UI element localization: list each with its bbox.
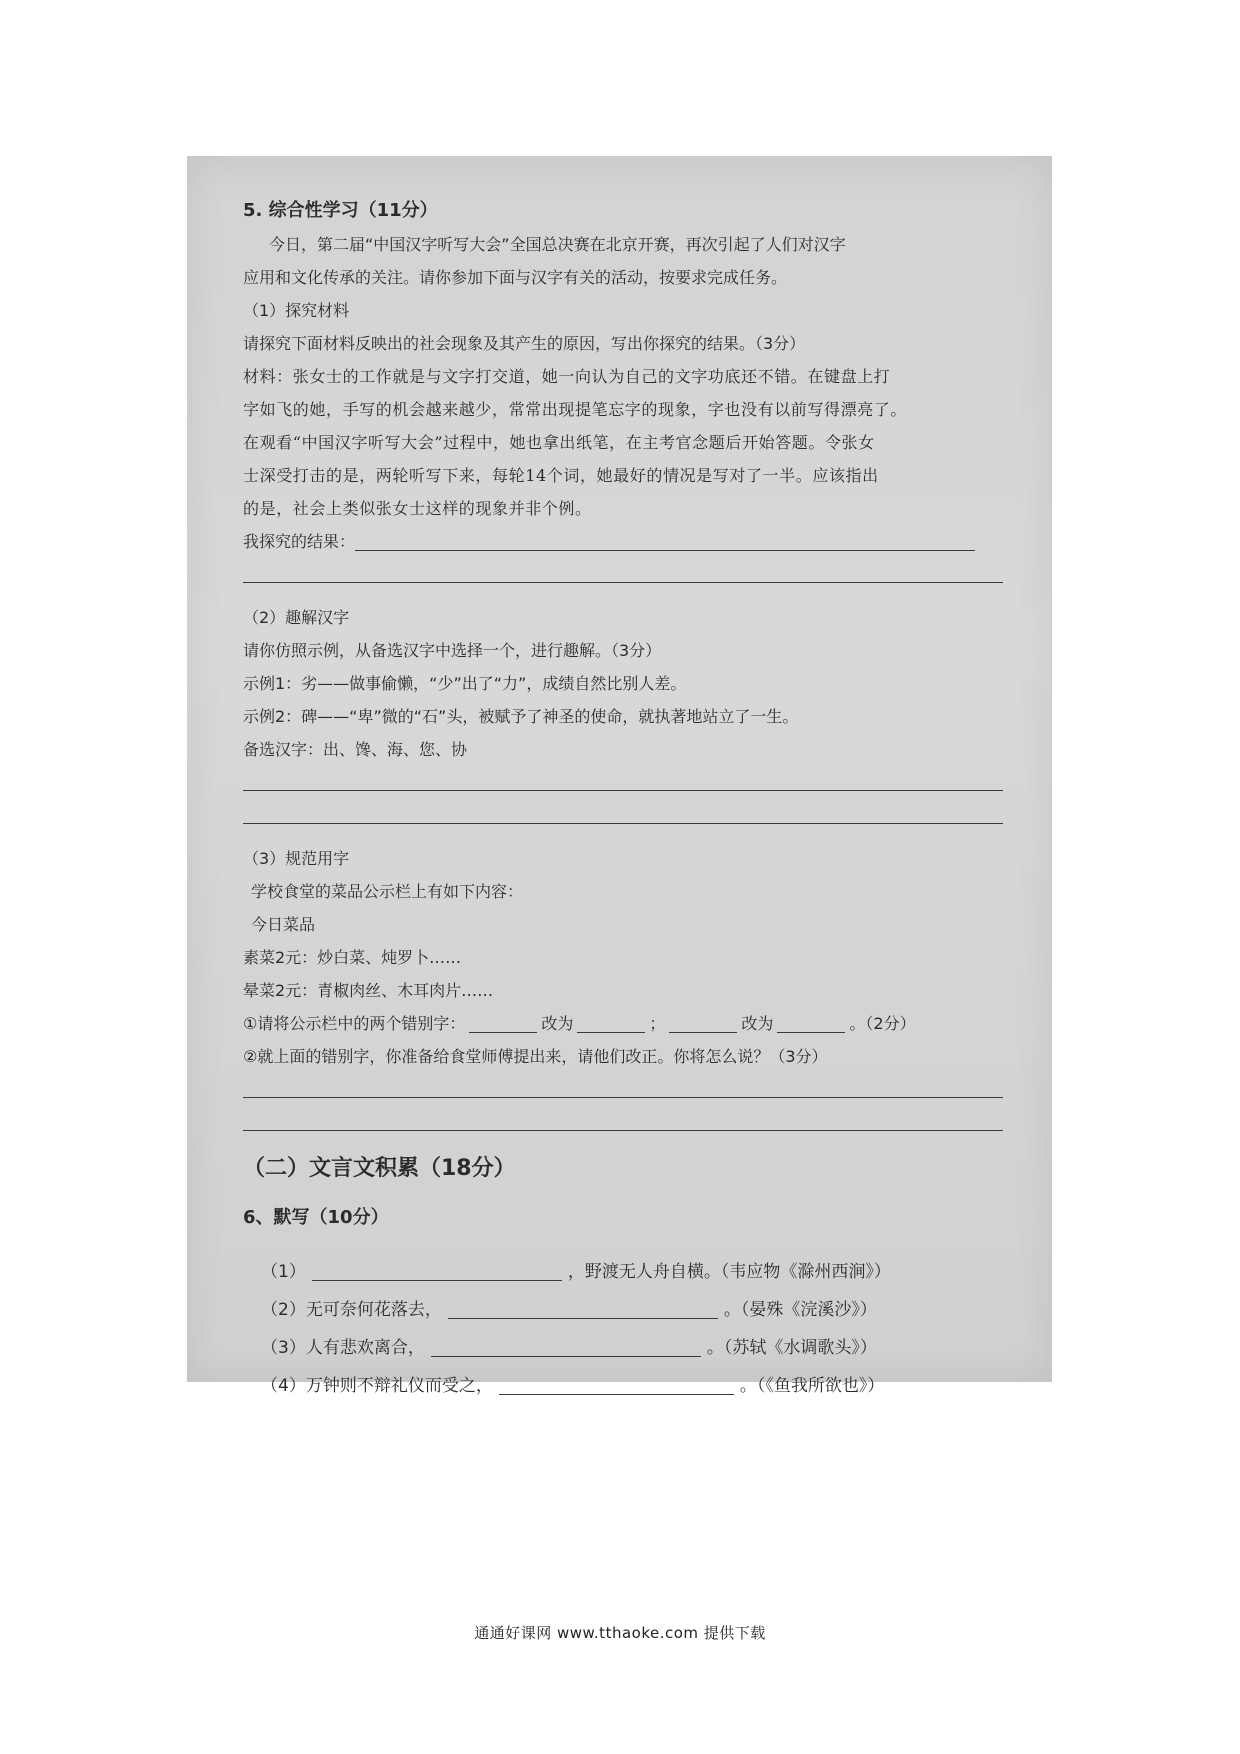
item-number: （2） [261,1300,306,1320]
part-2-instruction: 请你仿照示例，从备选汉字中选择一个，进行趣解。（3分） [243,641,662,660]
question-5-intro-line-1: 今日，第二届“中国汉字听写大会”全国总决赛在北京开赛，再次引起了人们对汉字 [269,235,846,254]
change-to-label: 改为 [741,1014,774,1033]
answer-line[interactable] [243,799,993,832]
exam-content [243,194,993,1405]
part-3-heading: （3）规范用字 [243,849,350,868]
candidate-characters: 备选汉字：出、馋、海、您、协 [243,740,468,759]
dictation-blank[interactable] [448,1298,718,1319]
answer-line[interactable] [243,1073,993,1106]
answer-line[interactable] [243,558,993,591]
material-line: 在观看“中国汉字听写大会”过程中，她也拿出纸笔，在主考官念题后开始答题。令张女 [243,433,875,452]
question-5-intro-line-2: 应用和文化传承的关注。请你参加下面与汉字有关的活动，按要求完成任务。 [243,268,788,287]
menu-title: 今日菜品 [251,915,316,934]
answer-label: 我探究的结果： [243,532,356,551]
answer-line[interactable] [243,1106,993,1139]
question-5-title: 5. 综合性学习（11分） [243,200,438,221]
part-1-heading: （1）探究材料 [243,301,350,320]
change-to-label: 改为 [541,1014,574,1033]
wrong-char-blank-1[interactable] [469,1014,537,1033]
dictation-blank[interactable] [431,1336,701,1357]
separator: ； [649,1014,666,1033]
dictation-blank[interactable] [499,1374,734,1395]
item-number: （3） [261,1338,306,1358]
dictation-item: （2）无可奈何花落去， 。（晏殊《浣溪沙》） [261,1300,877,1320]
suggestion-question: ②就上面的错别字，你准备给食堂师傅提出来，请他们改正。你将怎么说？（3分） [243,1047,828,1066]
dictation-item: （1） ，野渡无人舟自横。（韦应物《滁州西涧》） [261,1262,891,1282]
correct-char-blank-2[interactable] [777,1014,845,1033]
dictation-item: （4）万钟则不辩礼仪而受之， 。（《鱼我所欲也》） [261,1376,885,1396]
correction-question [243,1007,993,1040]
score-note: 。（2分） [849,1014,916,1033]
material-line: 材料：张女士的工作就是与文字打交道，她一向认为自己的文字功底还不错。在键盘上打 [243,367,891,386]
example-1: 示例1：劣——做事偷懒，“少”出了“力”，成绩自然比别人差。 [243,674,687,693]
answer-row [243,525,993,558]
item-number: （4） [261,1376,306,1396]
answer-blank[interactable] [355,530,975,551]
menu-meat: 晕菜2元：青椒肉丝、木耳肉片…… [243,981,494,1000]
scanned-exam-page [187,156,1052,1396]
material-line: 的是，社会上类似张女士这样的现象并非个例。 [243,499,592,518]
part-2-title: （二）文言文积累（18分） [243,1156,516,1181]
dictation-blank[interactable] [312,1260,562,1281]
footer-credit: 通通好课网 www.tthaoke.com 提供下载 [474,1624,766,1642]
correction-prompt: ①请将公示栏中的两个错别字： [243,1014,466,1033]
material-line: 字如飞的她，手写的机会越来越少，常常出现提笔忘字的现象，字也没有以前写得漂亮了。 [243,400,908,419]
question-6-title: 6、默写（10分） [243,1207,389,1228]
material-line: 士深受打击的是，两轮听写下来，每轮14个词，她最好的情况是写对了一半。应该指出 [243,466,879,485]
item-number: （1） [261,1262,306,1282]
example-2: 示例2：碑——“卑”微的“石”头，被赋予了神圣的使命，就执著地站立了一生。 [243,707,799,726]
correct-char-blank-1[interactable] [577,1014,645,1033]
part-2-heading: （2）趣解汉字 [243,608,350,627]
dictation-item: （3）人有悲欢离合， 。（苏轼《水调歌头》） [261,1338,877,1358]
wrong-char-blank-2[interactable] [669,1014,737,1033]
part-3-intro: 学校食堂的菜品公示栏上有如下内容： [251,882,524,901]
part-1-instruction: 请探究下面材料反映出的社会现象及其产生的原因，写出你探究的结果。（3分） [243,334,806,353]
menu-vegetable: 素菜2元：炒白菜、炖罗卜…… [243,948,462,967]
answer-line[interactable] [243,766,993,799]
